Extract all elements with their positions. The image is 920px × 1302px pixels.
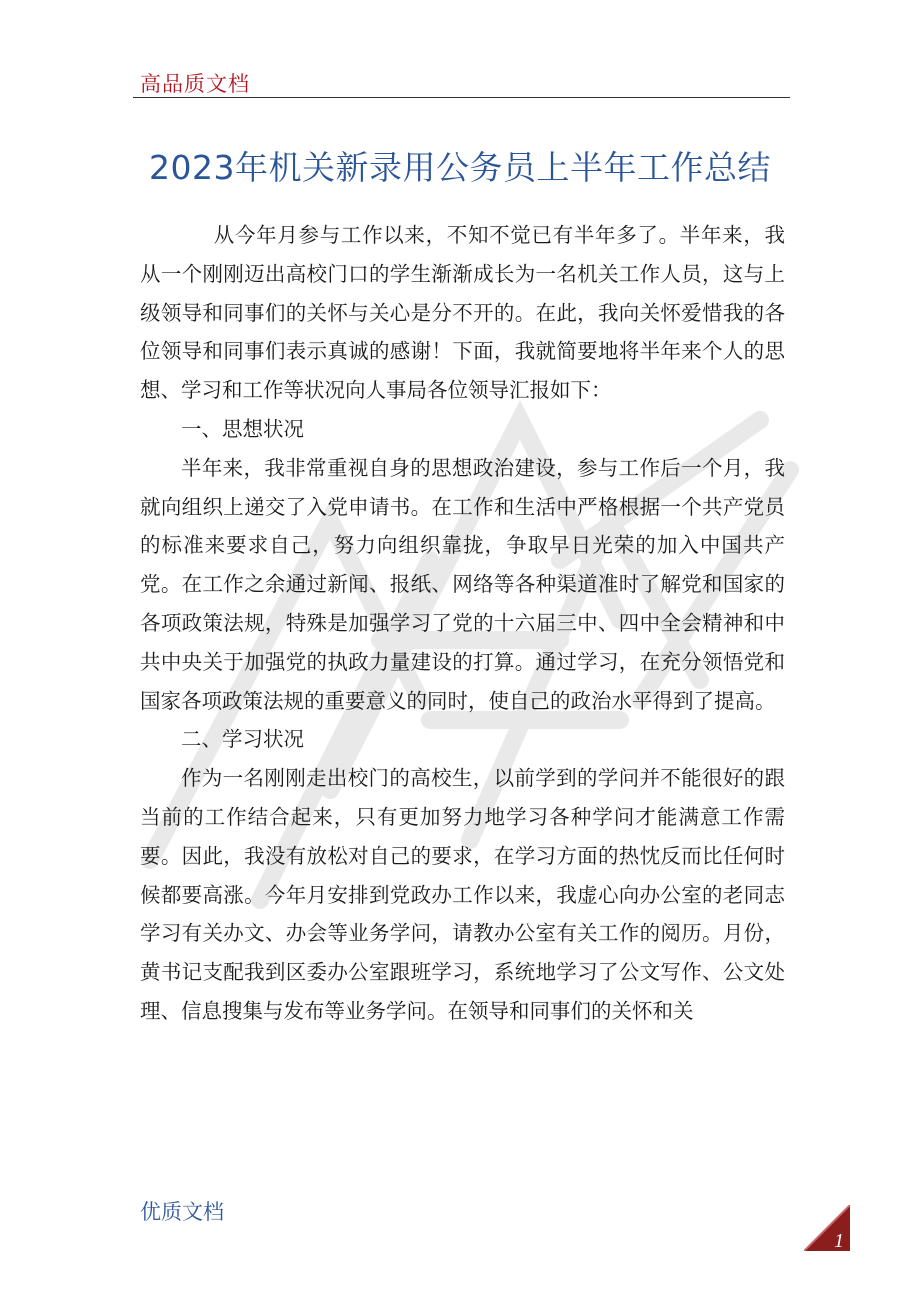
- footer-label: 优质文档: [140, 1200, 224, 1224]
- section-heading-thought: 一、思想状况: [181, 416, 304, 441]
- header-divider: [133, 97, 790, 98]
- page-number: 1: [834, 1230, 844, 1251]
- section-heading-study: 二、学习状况: [181, 727, 304, 752]
- paragraph-study: 作为一名刚刚走出校门的高校生，以前学到的学问并不能很好的跟当前的工作结合起来，只有更加努力地学习各种学问才能满意工作需要。因此，我没有放松对自己的要求，在学习方面的热忱反而比任何时候都要高涨。今年月安排到党政办工作以来，我虚心向办公室的老同志学习有关办文、办会等业务学问，请教办公室有关工作的阅历。月份，黄书记支配我到区委办公室跟班学习，系统地学习了公文写作、公文处理、信息搜集与发布等业务学问。在领导和同事们的关怀和关: [140, 766, 785, 1023]
- document-body: [140, 216, 785, 1031]
- paragraph-intro: 从今年月参与工作以来，不知不觉已有半年多了。半年来，我从一个刚刚迈出高校门口的学生渐渐成长为一名机关工作人员，这与上级领导和同事们的关怀与关心是分不开的。在此，我向关怀爱惜我的各位领导和同事们表示真诚的感谢！下面，我就简要地将半年来个人的思想、学习和工作等状况向人事局各位领导汇报如下：: [140, 223, 785, 403]
- header-label: 高品质文档: [140, 72, 250, 96]
- page-number-badge: [804, 1205, 850, 1251]
- document-title: 2023年机关新录用公务员上半年工作总结: [149, 148, 771, 187]
- paragraph-thought: 半年来，我非常重视自身的思想政治建设，参与工作后一个月，我就向组织上递交了入党申请书。在工作和生活中严格根据一个共产党员的标准来要求自己，努力向组织靠拢，争取早日光荣的加入中国共产党。在工作之余通过新闻、报纸、网络等各种渠道准时了解党和国家的各项政策法规，特殊是加强学习了党的十六届三中、四中全会精神和中共中央关于加强党的执政力量建设的打算。通过学习，在充分领悟党和国家各项政策法规的重要意义的同时，使自己的政治水平得到了提高。: [140, 455, 785, 713]
